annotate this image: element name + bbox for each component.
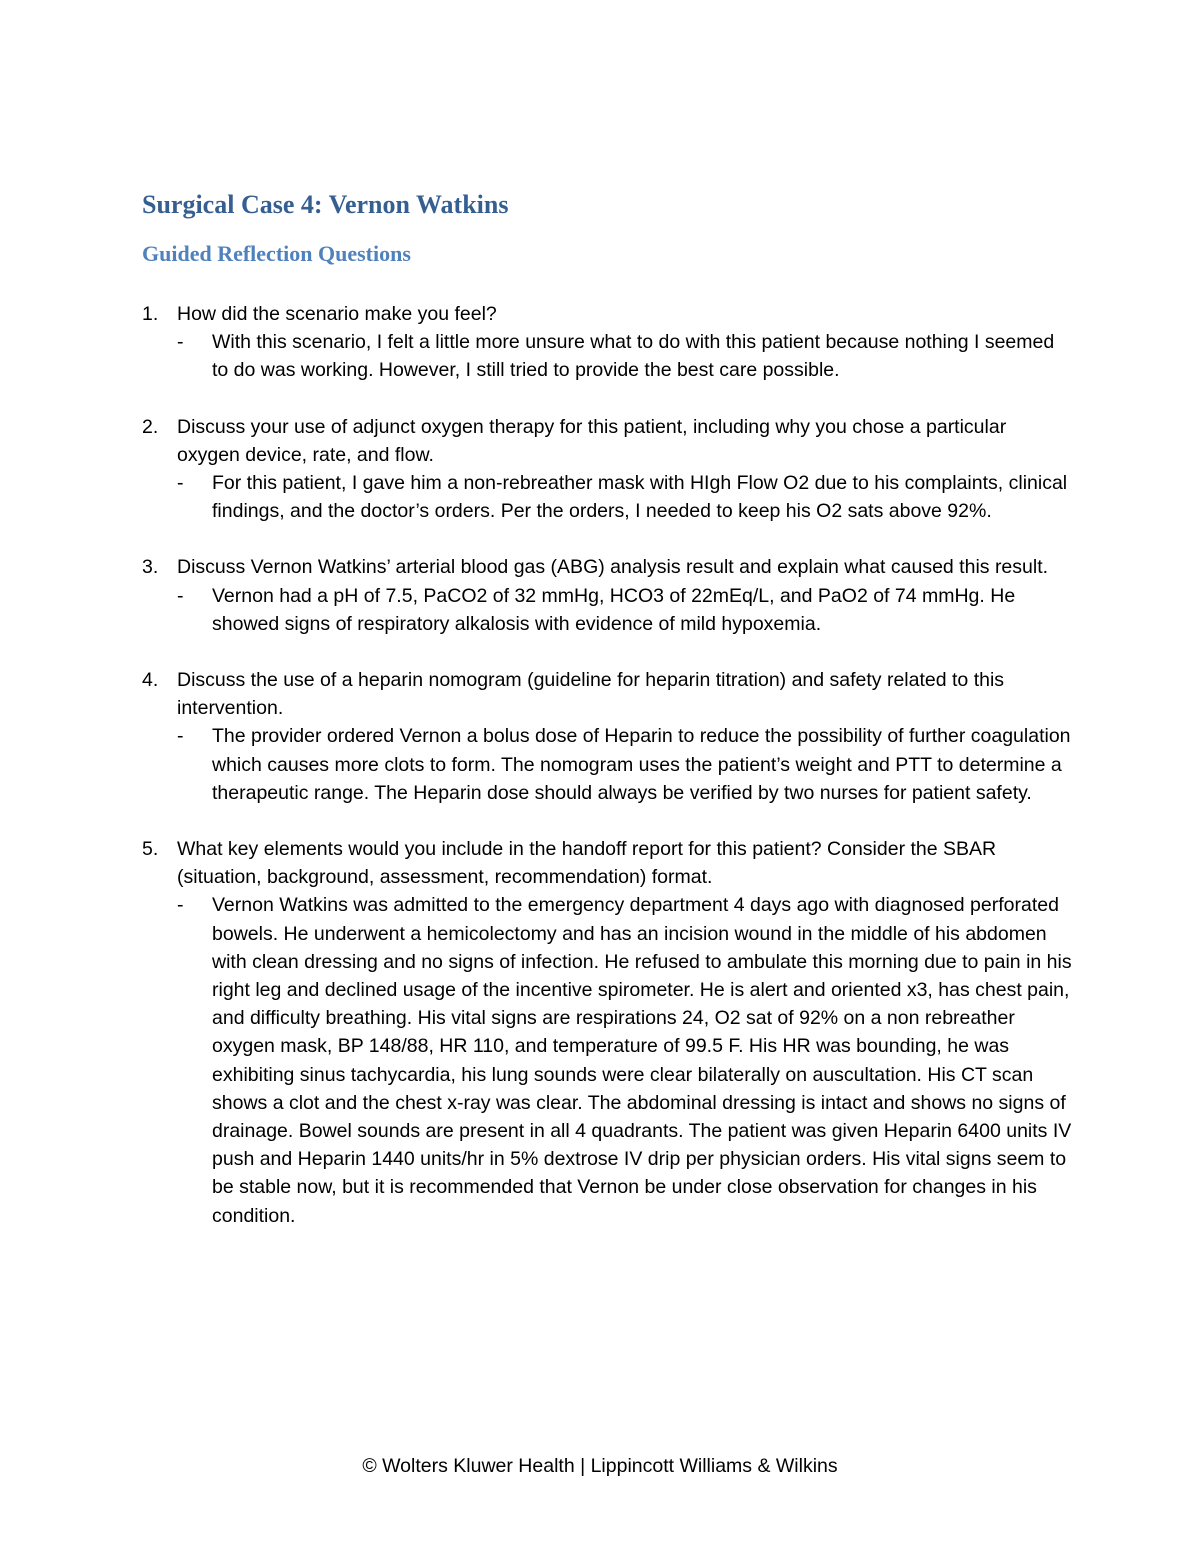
question-number: 4. [142,669,159,692]
answer-item [177,582,1072,638]
question-text: Discuss Vernon Watkins’ arterial blood gas (ABG) analysis result and explain what caused this result. [177,556,1049,579]
question-item [142,835,1072,1230]
answer-dash: - [177,472,184,495]
answer-dash: - [177,584,184,607]
answer-item [177,722,1072,807]
answer-dash: - [177,894,184,917]
document-title: Surgical Case 4: Vernon Watkins [142,190,509,219]
answer-dash: - [177,725,184,748]
answer-item [177,328,1072,384]
answer-text: Vernon Watkins was admitted to the emergency department 4 days ago with diagnosed perforated bowels. He underwent a hemicolectomy and has an incision wound in the middle of his abdomen with clean dressing and no signs of infection. He refused to ambulate this morning due to pain in his right leg and declined usage of the incentive spirometer. He is alert and oriented x3, has chest pain, and difficulty breathing. His vital signs are respirations 24, O2 sat of 92% on a non rebreather oxygen mask, BP 148/88, HR 110, and temperature of 99.5 F. His HR was bounding, he was exhibiting sinus tachycardia, his lung sounds were clear bilaterally on auscultation. His CT scan shows a clot and the chest x-ray was clear. The abdominal dressing is intact and shows no signs of drainage. Bowel sounds are present in all 4 quadrants. The patient was given Heparin 6400 units IV push and Heparin 1440 units/hr in 5% dextrose IV drip per physician orders. His vital signs seem to be stable now, but it is recommended that Vernon be under close observation for changes in his condition. [212,894,1072,1227]
question-item [142,300,1072,385]
question-text: What key elements would you include in the handoff report for this patient? Consider the SBAR (situation, background, assessment, recommendation) format. [177,838,997,889]
question-text: Discuss your use of adjunct oxygen therapy for this patient, including why you chose a particular oxygen device, rate, and flow. [177,415,1007,466]
question-number: 5. [142,838,159,861]
question-text: Discuss the use of a heparin nomogram (guideline for heparin titration) and safety related to this intervention. [177,669,1005,720]
answer-item [177,891,1072,1229]
question-item [142,666,1072,807]
question-item [142,413,1072,526]
answer-text: The provider ordered Vernon a bolus dose of Heparin to reduce the possibility of further coagulation which causes more clots to form. The nomogram uses the patient’s weight and PTT to determine a therapeutic range. The Heparin dose should always be verified by two nurses for patient safety. [212,725,1071,804]
answer-item [177,469,1072,525]
question-text: How did the scenario make you feel? [177,303,497,325]
document-subtitle: Guided Reflection Questions [142,241,411,266]
answer-text: For this patient, I gave him a non-rebreather mask with HIgh Flow O2 due to his complaints, clinical findings, and the doctor’s orders. Per the orders, I needed to keep his O2 sats above 92%. [212,472,1068,523]
questions-list [142,300,1072,1258]
question-item [142,553,1072,638]
copyright-footer: © Wolters Kluwer Health | Lippincott Williams & Wilkins [362,1455,838,1477]
answer-text: Vernon had a pH of 7.5, PaCO2 of 32 mmHg, HCO3 of 22mEq/L, and PaO2 of 74 mmHg. He showed signs of respiratory alkalosis with evidence of mild hypoxemia. [212,584,1016,635]
answer-text: With this scenario, I felt a little more unsure what to do with this patient because nothing I seemed to do was working. However, I still tried to provide the best care possible. [212,331,1055,382]
question-number: 3. [142,556,159,579]
question-number: 1. [142,303,159,325]
answer-dash: - [177,331,184,354]
question-number: 2. [142,415,159,438]
